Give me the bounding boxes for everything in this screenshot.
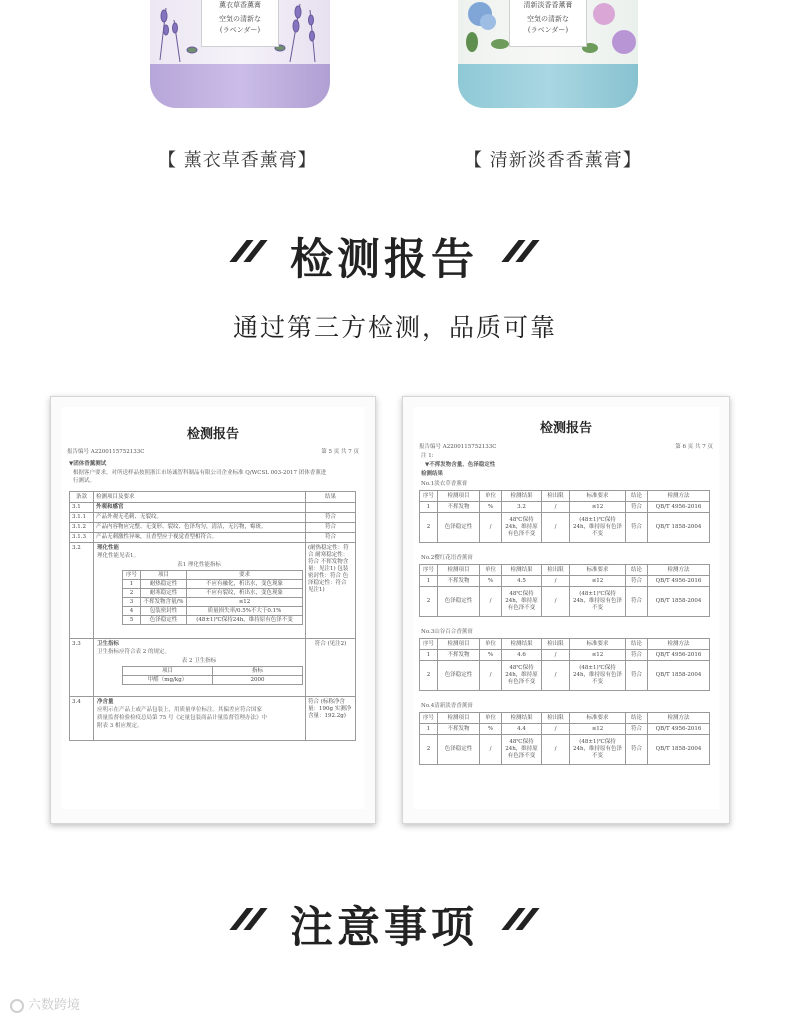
table-cell: 耐寒稳定性 [141,589,187,598]
table-row [70,639,356,697]
table-cell: / [480,513,502,543]
sample-result-table [419,564,710,617]
table-cell: 48℃保持24h，维持原有色泽不变 [502,735,542,765]
table-cell: QB/T 1858-2004 [648,587,710,617]
table-cell: / [542,502,570,513]
sample-name: No.3山谷百合香薰膏 [421,629,473,635]
table-cell: 不应有裂纹，析出水，变色现象 [187,589,303,598]
table-cell: 1 [420,576,438,587]
table-cell: 序号 [420,491,438,502]
table-row [70,533,356,543]
table-cell: 符合 [626,661,648,691]
table-cell: 2 [420,587,438,617]
report-page-number: 第 5 页 共 7 页 [321,449,359,455]
table-cell: 2 [123,589,141,598]
table-cell: 48℃保持24h，维持原有色泽不变 [502,513,542,543]
table-cell: 单位 [480,639,502,650]
table-cell: 检出限 [542,639,570,650]
table-cell: 结论 [626,639,648,650]
bottle-label-name: 薰衣草香薰膏 [219,1,261,9]
table-cell: 检出限 [542,713,570,724]
table-cell: ≤12 [570,576,626,587]
table-cell: (48±1)℃保持24h，维持原有色泽不变 [570,735,626,765]
table-header-cell: 项目 [141,571,187,580]
table-cell: 检测结果 [502,565,542,576]
table-header-cell: 序号 [123,571,141,580]
bottle-label-jp-sub: (ラベンダー) [219,26,261,34]
report-intro-cont: 行测试。 [73,478,96,484]
sample-result-table [419,490,710,543]
table-cell: 48℃保持24h，维持原有色泽不变 [502,587,542,617]
table-cell: (48±1)℃保持24h，维持原有色泽不变 [570,513,626,543]
table-cell: 产品内容物应完整、无变形、裂纹、色泽均匀，清洁，无污物，霉斑。 [94,523,306,533]
table-cell: 检测项目 [438,565,480,576]
report-sheet [413,407,719,809]
report-sub-heading: 检测结果 [421,471,444,477]
table-cell: % [480,502,502,513]
table-cell: 不挥发物 [438,724,480,735]
table-row [420,639,710,650]
table-cell: 结论 [626,565,648,576]
table-header-cell: 检测项目及要求 [94,492,306,503]
table-row [420,513,710,543]
table-cell: 质量损失率/0.5%不大于0.1% [187,607,303,616]
table-cell: / [542,735,570,765]
report-sheet [61,407,365,809]
table-cell: ≤12 [187,598,303,607]
hyg-table-title: 表 2 卫生指标 [181,658,217,664]
report-section-heading: ▼团体香薰测试 [69,461,107,467]
table-cell: QB/T 1858-2004 [648,513,710,543]
table-cell: 3.3 [70,639,94,697]
table-cell: 不应有融化，析出水，变色现象 [187,580,303,589]
bottle-label-jp-sub: (ラベンダー) [527,26,569,34]
table-row [70,697,356,741]
table-cell: 结论 [626,713,648,724]
table-cell: 符合 [306,533,356,543]
table-cell: 符合 [306,513,356,523]
table-header-cell: 结果 [306,492,356,503]
table-cell: 色泽稳定性 [438,735,480,765]
bottle-label-jp: 空気の清新な [219,15,261,23]
table-cell: 产品外观无毛刺、无裂纹。 [94,513,306,523]
net-desc-cont: 质量监督检验检疫总局第 75 号《定量包装商品计量监督管理办法》中 [97,715,267,721]
table-cell: / [542,576,570,587]
bottle-label-name: 清新淡香香薰膏 [523,1,573,9]
product-bottle-lavender [150,0,330,108]
requirements-table [69,491,356,741]
table-cell: 4.5 [502,576,542,587]
table-cell: 色泽稳定性 [438,513,480,543]
table-cell: 4 [123,607,141,616]
table-cell: / [542,650,570,661]
table-cell: 标准要求 [570,565,626,576]
report-note: 注 1: [421,453,434,459]
table-cell: QB/T 4956-2016 [648,650,710,661]
table-cell: 甲醛（mg/kg） [123,676,213,685]
table-cell: 3.2 [502,502,542,513]
table-cell: 3.1.1 [70,513,94,523]
table-cell: (48±1)℃保持24h，维持原有色泽不变 [570,661,626,691]
section-subtitle: 通过第三方检测，品质可靠 [232,313,557,342]
sample-name: No.2樱红花语香薰膏 [421,555,473,561]
hyg-desc: 卫生指标应符合表 2 的规定。 [97,649,170,655]
table-cell: / [542,724,570,735]
table-cell: 色泽稳定性 [438,587,480,617]
table-cell: 检测项目 [438,491,480,502]
table-row [420,565,710,576]
table-row [420,661,710,691]
table-cell: (48±1)℃保持24h，维持原有色泽不变 [570,587,626,617]
table-row [420,491,710,502]
table-cell: 序号 [420,713,438,724]
table-cell: 色泽稳定性 [141,616,187,625]
table-cell: 3.4 [70,697,94,741]
table-cell: 检测方法 [648,491,710,502]
watermark [10,994,80,1013]
table-header-cell: 条款 [70,492,94,503]
sample-result-table [419,712,710,765]
table-cell: 符合 [626,735,648,765]
table-cell: 2 [420,735,438,765]
table-cell: 2 [420,513,438,543]
table-cell: 单位 [480,713,502,724]
table-cell: 2000 [213,676,303,685]
table-cell: 检测项目 [438,639,480,650]
table-cell: 符合 [626,513,648,543]
table-row [70,503,356,513]
table-cell: 标准要求 [570,639,626,650]
table-cell: 符合 [626,724,648,735]
table-cell: / [480,661,502,691]
table-cell: 产品无刺激性异味，且香型应于视觉香型相符合。 [94,533,306,543]
table-row [420,724,710,735]
table-cell: 符合 [626,576,648,587]
report-page-left [50,396,376,824]
table-row [420,713,710,724]
table-cell: 标准要求 [570,491,626,502]
table-cell: % [480,650,502,661]
table-cell-physical [94,543,306,639]
table-cell: 3.1 [70,503,94,513]
table-cell: 结论 [626,491,648,502]
table-cell: 3 [123,598,141,607]
sample-name: No.1淡衣草香薰膏 [421,481,468,487]
table-row [420,650,710,661]
physical-table [122,570,303,625]
table-header-cell: 项目 [123,667,213,676]
table-cell: 检测方法 [648,565,710,576]
table-cell: 4.4 [502,724,542,735]
report-page-right [402,396,730,824]
table-header-cell: 要求 [187,571,303,580]
table-cell: 序号 [420,565,438,576]
table-cell: 2 [420,661,438,691]
product-caption-fresh: 【 清新淡香香薰膏】 [464,150,642,171]
table-cell: 标准要求 [570,713,626,724]
section-title-test-report: 检测报告 [290,235,478,285]
table-cell: 包装密封性 [141,607,187,616]
table-row [70,523,356,533]
table-cell: 3.1.3 [70,533,94,543]
table-cell: / [480,735,502,765]
bottle-base [150,64,330,108]
table-cell [306,503,356,513]
report-title: 检测报告 [186,427,239,442]
table-cell: 检测方法 [648,639,710,650]
table-cell: 外观和感官 [94,503,306,513]
hygiene-table [122,666,303,685]
table-cell: 3.2 [70,543,94,639]
net-desc-end: 附表 3 相应规定。 [97,723,143,729]
table-cell: 1 [420,724,438,735]
table-cell: / [542,587,570,617]
watermark-logo-icon [10,999,24,1013]
report-number: 报告编号 A2200115752133C [67,449,145,455]
bottle-label [201,0,279,47]
table-row [70,513,356,523]
table-cell: 色泽稳定性 [438,661,480,691]
product-caption-lavender: 【 薰衣草香薰膏】 [158,150,317,171]
table-cell: 单位 [480,565,502,576]
table-cell: 1 [420,502,438,513]
bottle-label [509,0,587,47]
table-cell: 48℃保持24h，维持原有色泽不变 [502,661,542,691]
net-desc: 应明示在产品上或产品包装上，用质量单位标注。其偏差应符合国家 [97,707,263,713]
section-title-notice: 注意事项 [290,903,478,953]
sample-result-table [419,638,710,691]
table-cell: 4.6 [502,650,542,661]
bottle-label-jp: 空気の清新な [527,15,569,23]
table-cell: 符合 (见注2) [306,639,356,697]
table-cell: 检测结果 [502,713,542,724]
table-cell: % [480,724,502,735]
table-cell: QB/T 1858-2004 [648,661,710,691]
bottle-base [458,64,638,108]
phys-table-title: 表1 理化性能指标 [177,562,221,568]
table-header-cell: 指标 [213,667,303,676]
table-row [420,735,710,765]
table-cell: ≤12 [570,724,626,735]
table-cell: 耐热稳定性 [141,580,187,589]
table-cell: 符合 [306,523,356,533]
table-cell: 序号 [420,639,438,650]
table-cell: (48±1)℃保持24h，维持原有色泽不变 [187,616,303,625]
table-row [420,587,710,617]
table-cell: 检出限 [542,491,570,502]
table-cell: 检测结果 [502,491,542,502]
table-cell: / [480,587,502,617]
report-intro: 根据客户要求，对所送样品按照浙江市场诚智科制品有限公司企业标准 Q/WCSL 003-2017 团体香薰进 [73,470,327,476]
table-cell: 5 [123,616,141,625]
product-bottle-fresh [458,0,638,108]
table-cell: 检测结果 [502,639,542,650]
table-cell: / [542,661,570,691]
net-heading: 净含量 [97,699,114,705]
table-cell-hygiene [94,639,306,697]
table-cell: 检出限 [542,565,570,576]
table-cell: (耐热稳定性：符合 耐寒稳定性：符合 不挥发物含量：见注1) 包装密封性：符合 色泽稳定性：符合 见注1) [306,543,356,639]
table-cell: 1 [420,650,438,661]
table-cell: / [542,513,570,543]
table-cell: 检测项目 [438,713,480,724]
table-row [70,543,356,639]
table-cell: 不挥发物 [438,650,480,661]
table-cell: 不挥发物含量/% [141,598,187,607]
hyg-heading: 卫生指标 [97,641,120,647]
phys-desc: 理化性能见表1。 [97,553,139,559]
table-cell: QB/T 1858-2004 [648,735,710,765]
table-row [420,502,710,513]
table-cell: QB/T 4956-2016 [648,724,710,735]
table-cell: 不挥发物 [438,502,480,513]
table-cell-net [94,697,306,741]
table-cell: QB/T 4956-2016 [648,502,710,513]
table-cell: 检测方法 [648,713,710,724]
report-page-number: 第 6 页 共 7 页 [675,444,713,450]
table-cell: 3.1.2 [70,523,94,533]
report-section-heading: ▼不挥发物含量、色泽稳定性 [425,462,496,468]
table-cell: 符合 [626,587,648,617]
table-cell: 单位 [480,491,502,502]
table-cell: ≤12 [570,650,626,661]
table-row [420,576,710,587]
table-cell: QB/T 4956-2016 [648,576,710,587]
table-cell: 符合 (标称净含量：190g 实测净含量：192.2g) [306,697,356,741]
table-cell: ≤12 [570,502,626,513]
table-cell: 符合 [626,650,648,661]
table-cell: 1 [123,580,141,589]
report-title: 检测报告 [539,421,592,436]
watermark-text: 六数跨境 [28,998,81,1013]
report-number: 报告编号 A2200115752133C [419,444,497,450]
sample-name: No.4清新淡香香薰膏 [421,703,473,709]
table-cell: % [480,576,502,587]
phys-heading: 理化性能 [97,545,120,551]
table-cell: 不挥发物 [438,576,480,587]
table-cell: 符合 [626,502,648,513]
